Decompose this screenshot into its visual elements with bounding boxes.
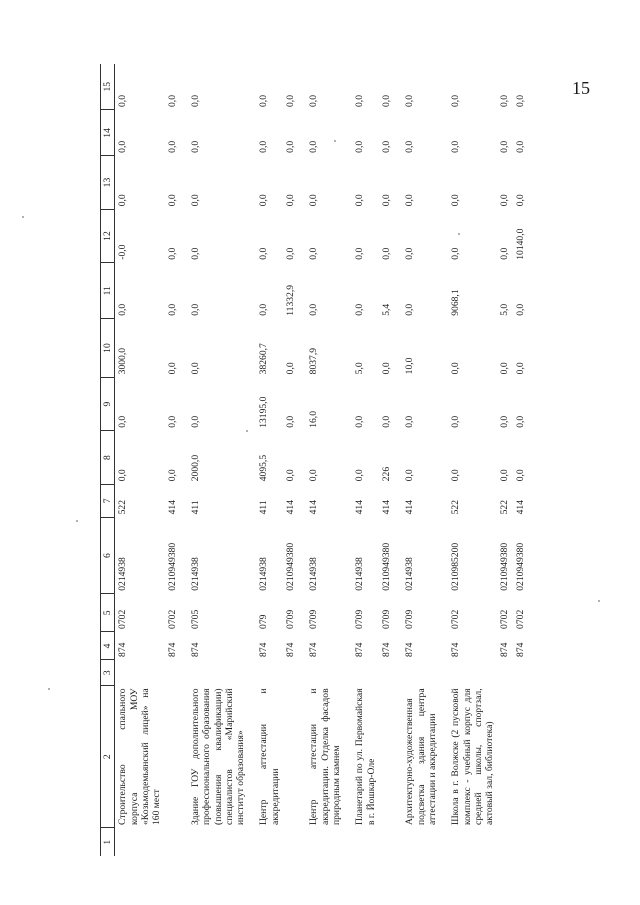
- cell-c11: 5,4: [380, 303, 392, 316]
- cell-c7: 414: [404, 499, 416, 515]
- cell-c8: 2000,0: [189, 454, 201, 482]
- cell-col-3: [248, 660, 283, 685]
- cell-c6: 0214938: [189, 557, 201, 591]
- cell-c4: 874: [380, 642, 392, 657]
- cell-c13: 0,0: [258, 194, 270, 207]
- cell-col-1: [440, 828, 497, 856]
- cell-c13: 0,0: [450, 194, 462, 207]
- cell-c15: 0,0: [450, 94, 462, 107]
- column-header: 9: [101, 377, 115, 430]
- table-row: [513, 64, 528, 856]
- cell-c8: 0,0: [166, 469, 178, 482]
- cell-c9: 0,0: [189, 415, 201, 428]
- cell-c7: 522: [450, 499, 462, 515]
- cell-c13: 0,0: [380, 194, 392, 207]
- cell-c5: 0702: [166, 609, 178, 629]
- object-name-cell: [165, 685, 180, 828]
- column-header: 15: [101, 64, 115, 110]
- cell-c9: 13195,0: [258, 396, 270, 428]
- cell-c9: 0,0: [450, 415, 462, 428]
- object-name-cell: Школа в г. Волжске (2 пусковой комплекс - учебный корпус для средней школы, спортзал, актовый зал, библиотека): [450, 688, 496, 825]
- scan-speck: [22, 216, 24, 218]
- budget-table: [100, 64, 528, 856]
- cell-c10: 5,0: [354, 362, 366, 375]
- cell-c8: 226: [380, 466, 392, 482]
- cell-c13: 0,0: [404, 194, 416, 207]
- cell-col-1: [344, 828, 379, 856]
- cell-col-1: [298, 828, 344, 856]
- cell-c4: 874: [189, 642, 201, 657]
- cell-c12: 0,0: [380, 247, 392, 260]
- cell-c13: 0,0: [499, 194, 511, 207]
- cell-col-3: [165, 660, 180, 685]
- cell-col-3: [180, 660, 249, 685]
- cell-c15: 0,0: [166, 94, 178, 107]
- object-name-cell: [513, 685, 528, 828]
- cell-c9: 0,0: [354, 415, 366, 428]
- cell-c6: 0214938: [117, 557, 129, 591]
- cell-c8: 4095,5: [258, 454, 270, 482]
- cell-c7: 414: [354, 499, 366, 515]
- object-name-cell: Центр аттестации и аккредитации: [258, 688, 281, 825]
- cell-c10: 0,0: [514, 362, 526, 375]
- cell-col-1: [394, 828, 440, 856]
- cell-col-3: [394, 660, 440, 685]
- cell-c7: 414: [308, 499, 320, 515]
- cell-c4: 874: [450, 642, 462, 657]
- cell-c12: 0,0: [499, 247, 511, 260]
- cell-col-3: [283, 660, 298, 685]
- cell-c9: 0,0: [166, 415, 178, 428]
- column-header: 3: [101, 660, 115, 685]
- table-row: [344, 64, 379, 856]
- column-header: 13: [101, 156, 115, 209]
- cell-c7: 414: [166, 499, 178, 515]
- cell-c8: 0,0: [404, 469, 416, 482]
- cell-c13: 0,0: [514, 194, 526, 207]
- cell-c5: 0702: [117, 609, 129, 629]
- cell-c5: 0709: [285, 609, 297, 629]
- cell-c14: 0,0: [285, 140, 297, 153]
- cell-c6: 0210949380: [166, 542, 178, 591]
- cell-c12: 0,0: [354, 247, 366, 260]
- cell-c10: 0,0: [450, 362, 462, 375]
- cell-c5: 0709: [308, 609, 320, 629]
- cell-c13: 0,0: [189, 194, 201, 207]
- table-row: [497, 64, 512, 856]
- cell-c15: 0,0: [308, 94, 320, 107]
- cell-c13: 0,0: [308, 194, 320, 207]
- cell-c12: 0,0: [166, 247, 178, 260]
- cell-c8: 0,0: [117, 469, 129, 482]
- cell-c12: 0,0: [258, 247, 270, 260]
- cell-c11: 0,0: [166, 303, 178, 316]
- cell-col-1: [180, 828, 249, 856]
- cell-c6: 0210949380: [499, 542, 511, 591]
- cell-c4: 874: [514, 642, 526, 657]
- scan-speck: [76, 520, 78, 522]
- table-row: [165, 64, 180, 856]
- object-name-cell: Строительство спального корпуса МОУ «Козьмодемьянский лицей» на 160 мест: [117, 688, 163, 825]
- cell-c14: 0,0: [404, 140, 416, 153]
- cell-c14: 0,0: [354, 140, 366, 153]
- cell-c11: 0,0: [117, 303, 129, 316]
- cell-col-3: [379, 660, 394, 685]
- cell-c4: 874: [285, 642, 297, 657]
- cell-c14: 0,0: [117, 140, 129, 153]
- cell-c4: 874: [166, 642, 178, 657]
- cell-c14: 0,0: [499, 140, 511, 153]
- cell-c5: 0702: [499, 609, 511, 629]
- cell-c14: 0,0: [308, 140, 320, 153]
- scan-speck: [334, 140, 336, 142]
- object-name-cell: [283, 685, 298, 828]
- cell-col-3: [440, 660, 497, 685]
- table-row: [283, 64, 298, 856]
- cell-col-1: [283, 828, 298, 856]
- cell-c6: 0214938: [404, 557, 416, 591]
- cell-c4: 874: [404, 642, 416, 657]
- cell-c6: 0214938: [308, 557, 320, 591]
- cell-c15: 0,0: [189, 94, 201, 107]
- cell-c15: 0,0: [354, 94, 366, 107]
- cell-c4: 874: [354, 642, 366, 657]
- table-row: [379, 64, 394, 856]
- cell-c8: 0,0: [499, 469, 511, 482]
- cell-c14: 0,0: [380, 140, 392, 153]
- cell-c11: 0,0: [514, 303, 526, 316]
- cell-col-1: [379, 828, 394, 856]
- object-name-cell: Здание ГОУ дополнительного профессионального образования (повышения квалификации) специалистов «Марийский институт образования»: [189, 688, 247, 825]
- cell-c13: 0,0: [166, 194, 178, 207]
- cell-col-1: [165, 828, 180, 856]
- cell-c14: 0,0: [189, 140, 201, 153]
- cell-c8: 0,0: [285, 469, 297, 482]
- cell-c7: 411: [189, 500, 201, 515]
- cell-col-1: [497, 828, 512, 856]
- cell-c11: 0,0: [189, 303, 201, 316]
- cell-col-3: [298, 660, 344, 685]
- cell-c10: 38260,7: [258, 343, 270, 375]
- cell-c5: 0709: [404, 609, 416, 629]
- cell-c6: 0210949380: [285, 542, 297, 591]
- column-header: 10: [101, 319, 115, 378]
- cell-c14: 0,0: [450, 140, 462, 153]
- cell-c15: 0,0: [404, 94, 416, 107]
- cell-c15: 0,0: [499, 94, 511, 107]
- cell-col-3: [115, 660, 165, 685]
- table-row: [394, 64, 440, 856]
- cell-c10: 0,0: [166, 362, 178, 375]
- cell-c15: 0,0: [258, 94, 270, 107]
- cell-c8: 0,0: [308, 469, 320, 482]
- object-name-cell: Центр аттестации и аккредитации. Отделка фасадов природным камнем: [308, 688, 342, 825]
- column-header: 4: [101, 632, 115, 660]
- cell-c11: 5,0: [499, 303, 511, 316]
- cell-c11: 11332,9: [285, 284, 297, 316]
- cell-c7: 414: [514, 499, 526, 515]
- cell-c15: 0,0: [117, 94, 129, 107]
- cell-col-3: [497, 660, 512, 685]
- cell-col-1: [248, 828, 283, 856]
- cell-c5: 0702: [514, 609, 526, 629]
- scan-speck: [458, 233, 460, 235]
- column-header: 8: [101, 431, 115, 484]
- cell-c8: 0,0: [514, 469, 526, 482]
- column-header: 1: [101, 828, 115, 856]
- table-row: [115, 64, 165, 856]
- cell-c12: 0,0: [285, 247, 297, 260]
- cell-c9: 0,0: [404, 415, 416, 428]
- cell-c10: 0,0: [380, 362, 392, 375]
- cell-c11: 0,0: [404, 303, 416, 316]
- cell-c10: 3000,0: [117, 347, 129, 375]
- cell-c11: 0,0: [354, 303, 366, 316]
- cell-col-1: [115, 828, 165, 856]
- cell-c5: 0709: [354, 609, 366, 629]
- cell-c6: 0210949380: [514, 542, 526, 591]
- cell-c7: 414: [380, 499, 392, 515]
- cell-c9: 0,0: [514, 415, 526, 428]
- cell-c10: 10,0: [404, 357, 416, 375]
- cell-c15: 0,0: [514, 94, 526, 107]
- cell-c7: 411: [258, 500, 270, 515]
- cell-c12: 0,0: [189, 247, 201, 260]
- page-number: 15: [572, 78, 590, 98]
- cell-col-3: [344, 660, 379, 685]
- column-header: 6: [101, 517, 115, 593]
- cell-c10: 8037,9: [308, 347, 320, 375]
- cell-c13: 0,0: [354, 194, 366, 207]
- cell-col-1: [513, 828, 528, 856]
- scan-speck: [48, 688, 50, 690]
- object-name-cell: [379, 685, 394, 828]
- cell-c5: 0709: [380, 609, 392, 629]
- cell-c9: 0,0: [380, 415, 392, 428]
- cell-c6: 0210949380: [380, 542, 392, 591]
- cell-c11: 0,0: [258, 303, 270, 316]
- column-header: 5: [101, 594, 115, 632]
- cell-c13: 0,0: [285, 194, 297, 207]
- cell-c10: 0,0: [499, 362, 511, 375]
- cell-c12: -0,0: [117, 244, 129, 260]
- cell-c12: 0,0: [404, 247, 416, 260]
- table-row: [248, 64, 283, 856]
- object-name-cell: [497, 685, 512, 828]
- cell-c4: 874: [258, 642, 270, 657]
- cell-c6: 0210985200: [450, 542, 462, 591]
- cell-c5: 0702: [450, 609, 462, 629]
- cell-c11: 9068,1: [450, 289, 462, 316]
- column-header: 7: [101, 484, 115, 517]
- column-header: 11: [101, 263, 115, 319]
- cell-c12: 0,0: [450, 247, 462, 260]
- cell-c9: 0,0: [117, 415, 129, 428]
- cell-c12: 0,0: [308, 247, 320, 260]
- object-name-cell: Архитектурно-художественная подсветка здания центра аттестации и аккредитации: [404, 688, 438, 825]
- cell-c14: 0,0: [166, 140, 178, 153]
- scan-speck: [598, 600, 600, 602]
- cell-c15: 0,0: [380, 94, 392, 107]
- cell-c7: 414: [285, 499, 297, 515]
- object-name-cell: Планетарий по ул. Первомайская в г. Йошкар-Оле: [354, 688, 377, 825]
- cell-c5: 0705: [189, 609, 201, 629]
- table-row: [180, 64, 249, 856]
- table-row: [298, 64, 344, 856]
- cell-col-3: [513, 660, 528, 685]
- cell-c4: 874: [117, 642, 129, 657]
- cell-c12: 10140,0: [514, 228, 526, 260]
- cell-c9: 16,0: [308, 411, 320, 428]
- cell-c9: 0,0: [499, 415, 511, 428]
- column-header: 14: [101, 110, 115, 156]
- cell-c4: 874: [308, 642, 320, 657]
- column-header: 12: [101, 209, 115, 262]
- table-row: [440, 64, 497, 856]
- cell-c5: 079: [258, 614, 270, 629]
- cell-c7: 522: [117, 499, 129, 515]
- cell-c7: 522: [499, 499, 511, 515]
- cell-c10: 0,0: [285, 362, 297, 375]
- cell-c10: 0,0: [189, 362, 201, 375]
- cell-c15: 0,0: [285, 94, 297, 107]
- cell-c14: 0,0: [258, 140, 270, 153]
- column-number-row: [101, 64, 115, 856]
- cell-c14: 0,0: [514, 140, 526, 153]
- cell-c6: 0214938: [258, 557, 270, 591]
- cell-c6: 0214938: [354, 557, 366, 591]
- cell-c8: 0,0: [354, 469, 366, 482]
- scan-speck: [246, 430, 248, 432]
- cell-c11: 0,0: [308, 303, 320, 316]
- rotated-table-container: [100, 64, 570, 856]
- cell-c13: 0,0: [117, 194, 129, 207]
- column-header: 2: [101, 685, 115, 828]
- cell-c4: 874: [499, 642, 511, 657]
- cell-c9: 0,0: [285, 415, 297, 428]
- cell-c8: 0,0: [450, 469, 462, 482]
